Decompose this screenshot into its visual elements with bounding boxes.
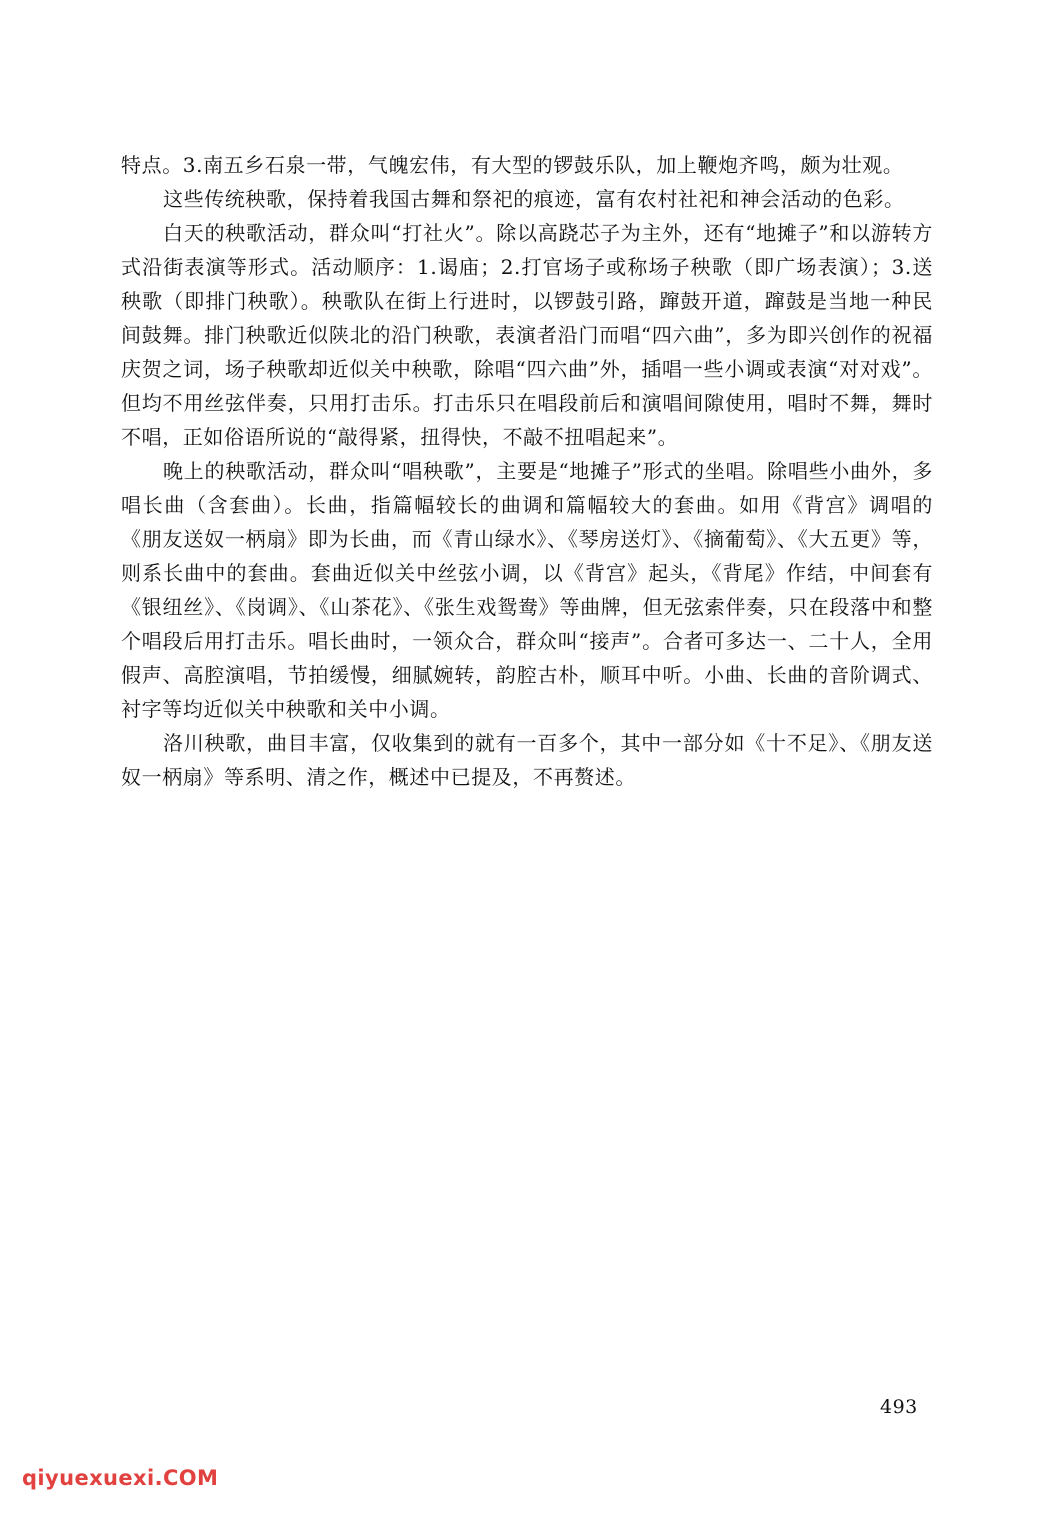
paragraph-3: 白天的秧歌活动，群众叫“打社火”。除以高跷芯子为主外，还有“地摊子”和以游转方式沿街表演等形式。活动顺序：1.谒庙；2.打官场子或称场子秧歌（即广场表演）；3.送秧歌（即排门秧歌）。秧歌队在街上行进时，以锣鼓引路，蹿鼓开道，蹿鼓是当地一种民间鼓舞。排门秧歌近似陕北的沿门秧歌，表演者沿门而唱“四六曲”，多为即兴创作的祝福庆贺之词，场子秧歌却近似关中秧歌，除唱“四六曲”外，插唱一些小调或表演“对对戏”。但均不用丝弦伴奏，只用打击乐。打击乐只在唱段前后和演唱间隙使用，唱时不舞，舞时不唱，正如俗语所说的“敲得紧，扭得快，不敲不扭唱起来”。 xyxy=(121,221,933,449)
page-body xyxy=(121,148,933,794)
page-number: 493 xyxy=(880,1396,918,1418)
site-watermark: qiyuexuexi.COM xyxy=(22,1466,219,1490)
paragraph-1: 特点。3.南五乡石泉一带，气魄宏伟，有大型的锣鼓乐队，加上鞭炮齐鸣，颇为壮观。 xyxy=(121,153,904,177)
paragraph-2: 这些传统秧歌，保持着我国古舞和祭祀的痕迹，富有农村社祀和神会活动的色彩。 xyxy=(163,187,905,211)
paragraph-5: 洛川秧歌，曲目丰富，仅收集到的就有一百多个，其中一部分如《十不足》、《朋友送奴一柄扇》等系明、清之作，概述中已提及，不再赘述。 xyxy=(121,731,933,789)
paragraph-4: 晚上的秧歌活动，群众叫“唱秧歌”，主要是“地摊子”形式的坐唱。除唱些小曲外，多唱长曲（含套曲）。长曲，指篇幅较长的曲调和篇幅较大的套曲。如用《背宫》调唱的《朋友送奴一柄扇》即为长曲，而《青山绿水》、《琴房送灯》、《摘葡萄》、《大五更》等，则系长曲中的套曲。套曲近似关中丝弦小调，以《背宫》起头，《背尾》作结，中间套有《银纽丝》、《岗调》、《山茶花》、《张生戏鸳鸯》等曲牌，但无弦索伴奏，只在段落中和整个唱段后用打击乐。唱长曲时，一领众合，群众叫“接声”。合者可多达一、二十人，全用假声、高腔演唱，节拍缓慢，细腻婉转，韵腔古朴，顺耳中听。小曲、长曲的音阶调式、衬字等均近似关中秧歌和关中小调。 xyxy=(121,459,933,721)
